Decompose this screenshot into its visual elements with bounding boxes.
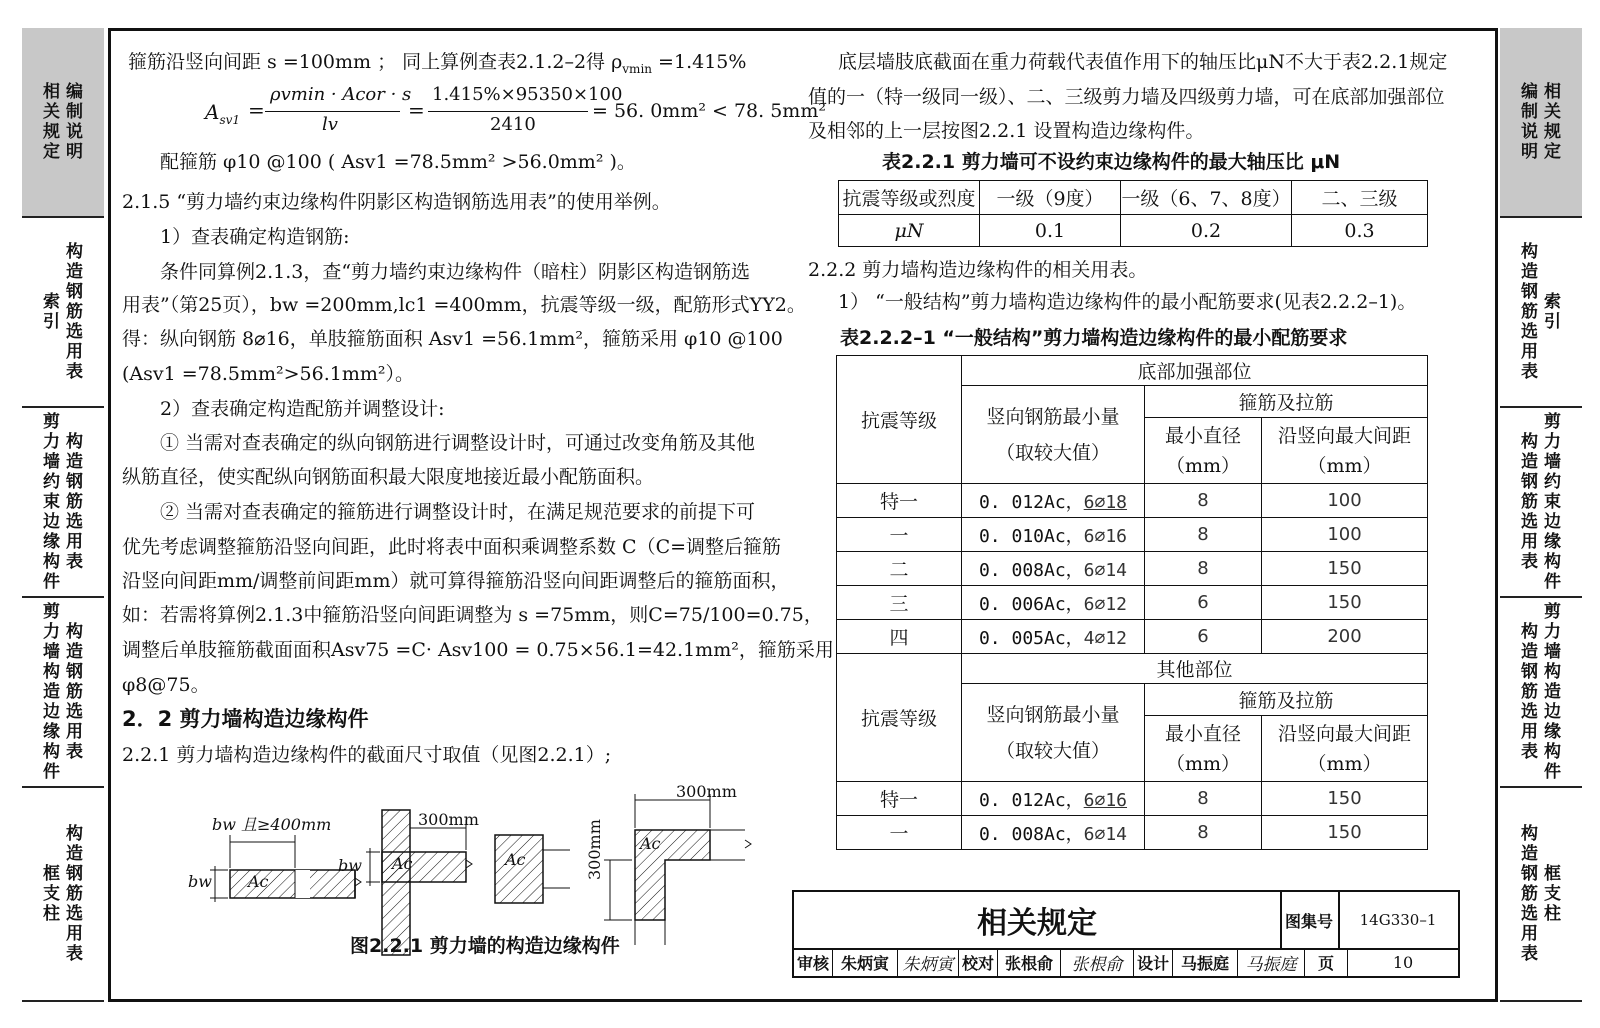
table-row: 四 0. 005Ac，4⌀12 6 200 (837, 620, 1428, 654)
sidebar-tab-label: 构 造 钢 筋 选 用 表 (66, 622, 83, 762)
text-line: 及相邻的上一层按图2.2.1 设置构造边缘构件。 (808, 120, 1205, 142)
text-line: 如：若需将算例2.1.3中箍筋沿竖向间距调整为 s =75mm，则C=75/100=0.75， (122, 604, 823, 626)
sidebar-tab-4[interactable] (22, 598, 104, 788)
sidebar-tab-label: 框 支 柱 (43, 864, 60, 924)
fig-label: Ac (640, 834, 661, 853)
text-line: 调整后单肢箍筋截面面积Asv75 =C· Asv100 = 0.75×56.1=42.1mm²，箍筋采用 (122, 639, 834, 661)
sidebar-tab-1[interactable] (1500, 28, 1582, 218)
sidebar-tab-label: 相 关 规 定 (1544, 82, 1561, 162)
sidebar-tab-label: 编 制 说 明 (1521, 82, 1538, 162)
sidebar-tab-label: 构 造 钢 筋 选 用 表 (1521, 432, 1538, 572)
right-sidebar (1500, 28, 1582, 1002)
sidebar-tab-label: 构 造 钢 筋 选 用 表 (66, 432, 83, 572)
title-block (792, 890, 1460, 978)
designer-name: 马振庭 (1173, 948, 1238, 976)
text-line: 沿竖向间距mm/调整前间距mm）就可算得箍筋沿竖向间距调整后的箍筋面积， (122, 570, 790, 592)
sidebar-tab-label: 构 造 钢 筋 选 用 表 (66, 242, 83, 382)
fig-label: Ac (248, 872, 269, 891)
text-line: φ8@75。 (122, 674, 210, 696)
sidebar-tab-2[interactable] (22, 218, 104, 408)
table-row: 三 0. 006Ac，6⌀12 6 150 (837, 586, 1428, 620)
text-line: 得：纵向钢筋 8⌀16，单肢箍筋面积 Asv1 =56.1mm²，箍筋采用 φ10 @100 (122, 328, 783, 350)
text-line: 纵筋直径，使实配纵向钢筋面积最大限度地接近最小配筋面积。 (122, 466, 655, 488)
sidebar-tab-label: 相 关 规 定 (43, 82, 60, 162)
table-row: 一 0. 010Ac，6⌀16 8 100 (837, 518, 1428, 552)
edge-member-d (604, 794, 751, 945)
fig-label: Ac (505, 850, 526, 869)
table-2-2-2-1: 抗震等级 底部加强部位 竖向钢筋最小量 （取较大值） 箍筋及拉筋 最小直径 （mm） 沿竖向最大间距 （mm） 特一 0. 012Ac，6⌀18 8 100 一 0. 010Ac，6⌀16 8 100 二 0. 008Ac，6⌀14 8 150 三 0. 006Ac，6⌀12 6 150 四 0. 005Ac，4⌀12 6 200 抗震等级 其他部位 竖向钢筋最小量 （取较大值） 箍筋及拉筋 最小直径 （mm） 沿竖向最大间距 （mm） 特一 0. 012Ac，6⌀16 8 150 一 0. 008Ac，6⌀14 8 150 (836, 355, 1428, 850)
atlas-label: 图集号 (1280, 892, 1340, 950)
sidebar-tab-1[interactable] (22, 28, 104, 218)
sidebar-tab-3[interactable] (22, 408, 104, 598)
fig-label: Ac (392, 854, 413, 873)
fig-label: bw (188, 872, 212, 891)
sidebar-tab-label: 剪 力 墙 约 束 边 缘 构 件 (43, 412, 60, 592)
sidebar-tab-label: 构 造 钢 筋 选 用 表 (1521, 622, 1538, 762)
text-line: 值的一（特一级同一级）、二、三级剪力墙及四级剪力墙，可在底部加强部位 (808, 86, 1445, 108)
text-line: 用表”（第25页），bw =200mm,lc1 =400mm，抗震等级一级，配筋形式YY2。 (122, 294, 806, 316)
checker-name: 张根俞 (998, 948, 1061, 976)
section-2-1-5: 2.1.5 “剪力墙约束边缘构件阴影区构造钢筋选用表”的使用举例。 (122, 191, 671, 213)
drawing-title: 相关规定 (794, 892, 1282, 950)
sidebar-tab-label: 编 制 说 明 (66, 82, 83, 162)
text-line: 箍筋沿竖向间距 s =100mm ； 同上算例查表2.1.2–2得 $\rho_{vmin} =1.415\%$ (128, 51, 747, 76)
sidebar-tab-label: 索 引 (1544, 292, 1561, 332)
table-row: 特一 0. 012Ac，6⌀16 8 150 (837, 782, 1428, 816)
table-title: 表2.2.1 剪力墙可不设约束边缘构件的最大轴压比 μN (882, 151, 1341, 173)
text-line: ① 当需对查表确定的纵向钢筋进行调整设计时，可通过改变角筋及其他 (160, 432, 756, 454)
sidebar-tab-label: 剪 力 墙 约 束 边 缘 构 件 (1544, 412, 1561, 592)
table-row: 二 0. 008Ac，6⌀14 8 150 (837, 552, 1428, 586)
fig-label: bw 且≥400mm (212, 815, 332, 834)
left-sidebar (22, 28, 104, 1002)
sidebar-tab-label: 框 支 柱 (1544, 864, 1561, 924)
table-title: 表2.2.2–1 “一般结构”剪力墙构造边缘构件的最小配筋要求 (840, 327, 1348, 349)
text-line: 条件同算例2.1.3，查“剪力墙约束边缘构件（暗柱）阴影区构造钢筋选 (160, 261, 751, 283)
review-label: 审核 (794, 948, 833, 976)
design-label: 设计 (1134, 948, 1173, 976)
figure-caption: 图2.2.1 剪力墙的构造边缘构件 (350, 935, 620, 957)
sidebar-tab-label: 剪 力 墙 构 造 边 缘 构 件 (1544, 602, 1561, 782)
page-label: 页 (1305, 948, 1348, 976)
check-label: 校对 (959, 948, 998, 976)
fig-label: 300mm (585, 819, 604, 880)
text-line: ② 当需对查表确定的箍筋进行调整设计时，在满足规范要求的前提下可 (160, 501, 756, 523)
text-line: 2）查表确定构造配筋并调整设计: (160, 398, 445, 420)
sidebar-tab-label: 构 造 钢 筋 选 用 表 (1521, 824, 1538, 964)
section-heading-2-2: 2．2 剪力墙构造边缘构件 (122, 707, 369, 731)
atlas-number: 14G330–1 (1338, 892, 1458, 950)
sidebar-tab-3[interactable] (1500, 408, 1582, 598)
sidebar-tab-4[interactable] (1500, 598, 1582, 788)
checker-signature: 张根俞 (1061, 948, 1134, 976)
sidebar-tab-label: 索 引 (43, 292, 60, 332)
text-line: 优先考虑调整箍筋沿竖向间距，此时将表中面积乘调整系数 C（C=调整后箍筋 (122, 536, 782, 558)
text-line: 底层墙肢底截面在重力荷载代表值作用下的轴压比μN不大于表2.2.1规定 (838, 51, 1448, 73)
text-line: 1）查表确定构造钢筋: (160, 226, 350, 248)
reviewer-name: 朱炳寅 (833, 948, 898, 976)
sidebar-tab-label: 剪 力 墙 构 造 边 缘 构 件 (43, 602, 60, 782)
table-row: 特一 0. 012Ac，6⌀18 8 100 (837, 484, 1428, 518)
fig-label: 300mm (418, 810, 479, 829)
text-line: 2.2.2 剪力墙构造边缘构件的相关用表。 (808, 259, 1148, 281)
fig-label: 300mm (676, 782, 737, 801)
table-2-2-1: 抗震等级或烈度 一级（9度） 一级（6、7、8度） 二、三级 μN 0.1 0.2 0.3 (838, 180, 1428, 247)
table-row: 一 0. 008Ac，6⌀14 8 150 (837, 816, 1428, 850)
text-line: 配箍筋 φ10 @100 ( Asv1 =78.5mm² >56.0mm² )。 (160, 151, 636, 173)
edge-member-c (495, 835, 570, 903)
sidebar-tab-label: 构 造 钢 筋 选 用 表 (66, 824, 83, 964)
fig-label: bw (338, 856, 362, 875)
sidebar-tab-5[interactable] (22, 788, 104, 1002)
sidebar-tab-2[interactable] (1500, 218, 1582, 408)
sidebar-tab-label: 构 造 钢 筋 选 用 表 (1521, 242, 1538, 382)
text-line: 1） “一般结构”剪力墙构造边缘构件的最小配筋要求(见表2.2.2–1)。 (838, 291, 1417, 313)
text-line: 2.2.1 剪力墙构造边缘构件的截面尺寸取值（见图2.2.1）; (122, 744, 612, 766)
page-number: 10 (1392, 952, 1414, 972)
reviewer-signature: 朱炳寅 (898, 948, 959, 976)
sidebar-tab-5[interactable] (1500, 788, 1582, 1002)
designer-signature: 马振庭 (1238, 948, 1305, 976)
text-line: (Asv1 =78.5mm²>56.1mm²）。 (122, 363, 414, 385)
